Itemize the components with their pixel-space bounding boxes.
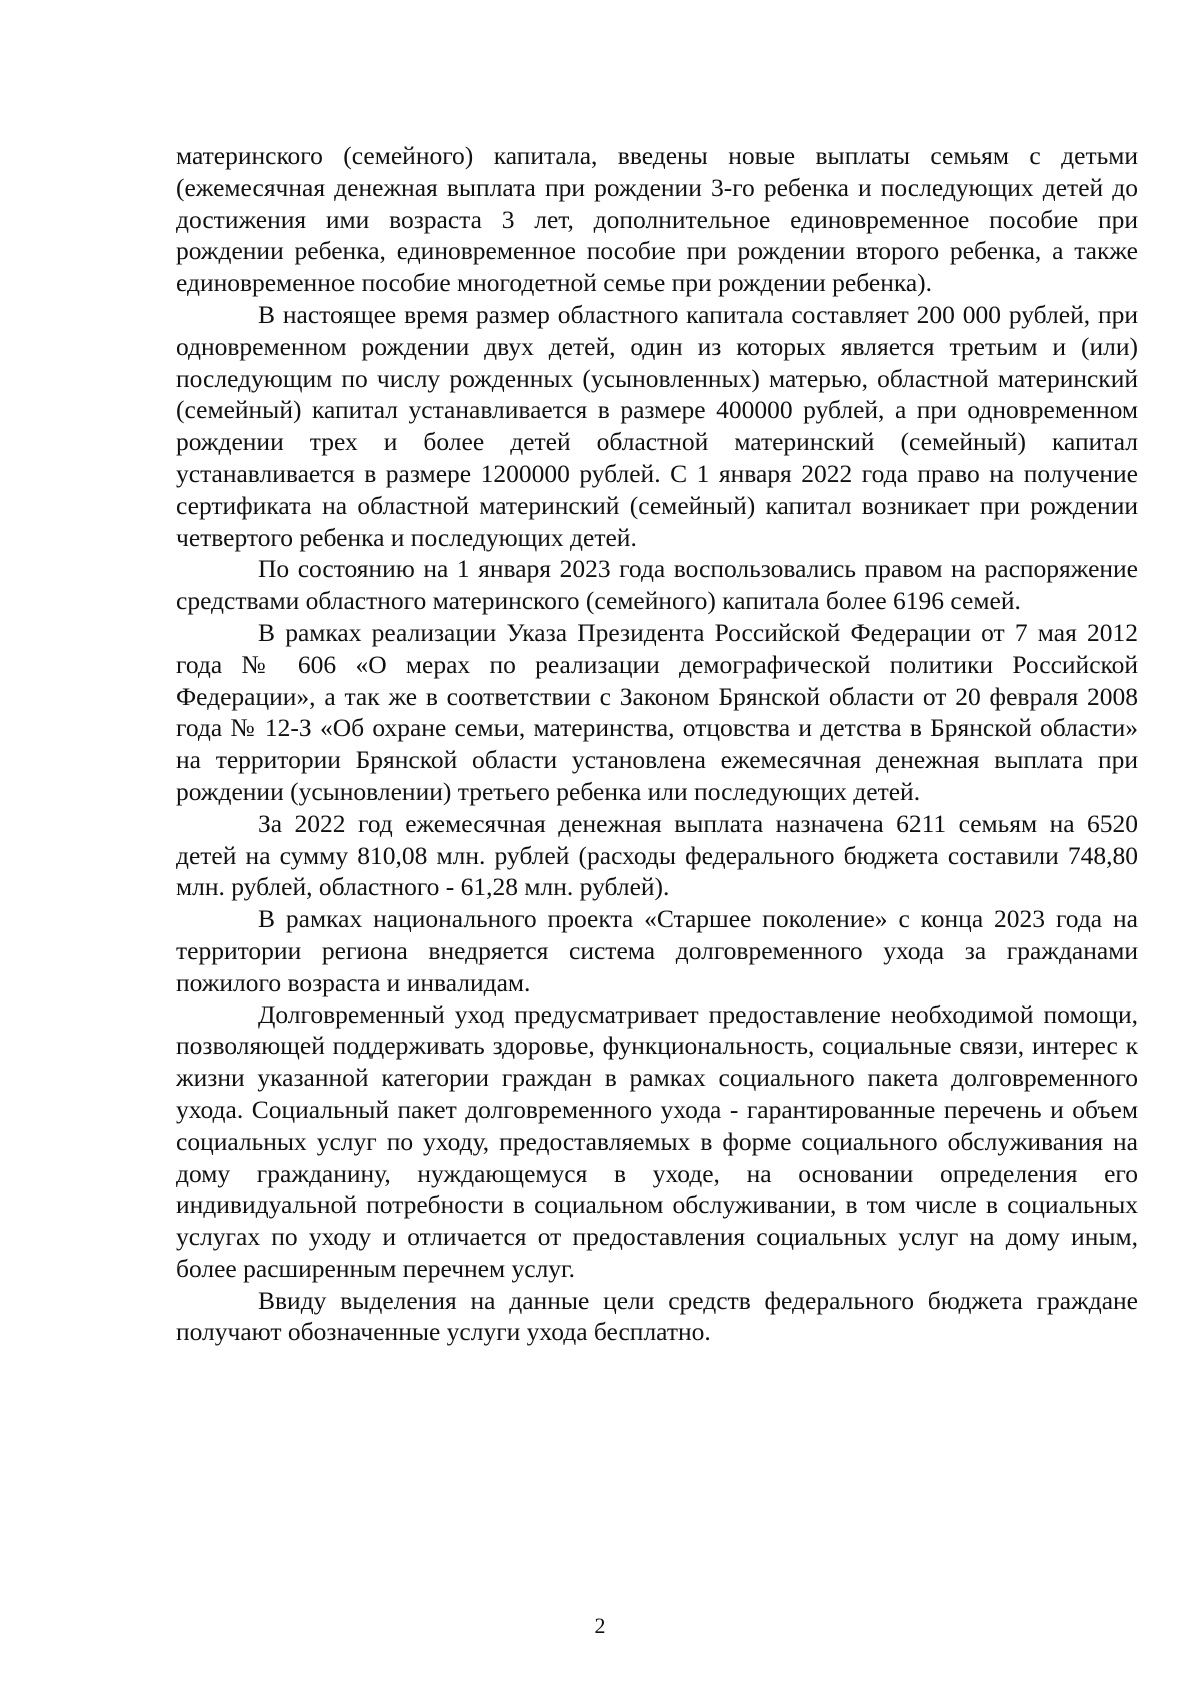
page-number: 2: [594, 1613, 606, 1638]
paragraph-older-generation-project: В рамках национального проекта «Старшее поколение» с конца 2023 года на территории региона внедряется система долговременного ухода за гражданами пожилого возраста и инвалидам.: [176, 904, 1138, 997]
paragraph-long-term-care: Долговременный уход предусматривает предоставление необходимой помощи, позволяющей поддерживать здоровье, функциональность, социальные связи, интерес к жизни указанной категории граждан в рамках социального пакета долговременного ухода. Социальный пакет долговременного ухода - гарантированные перечень и объем социальных услуг по уходу, предоставляемых в форме социального обслуживания на дому гражданину, нуждающемуся в уходе, на основании определения его индивидуальной потребности в социальном обслуживании, в том числе в социальных услугах по уходу и отличается от предоставления социальных услуг на дому иным, более расширенным перечнем услуг.: [176, 999, 1138, 1283]
paragraph-presidential-decree: В рамках реализации Указа Президента Российской Федерации от 7 мая 2012 года № 606 «О мерах по реализации демографической политики Российской Федерации», а так же в соответствии с Законом Брянской области от 20 февраля 2008 года № 12-З «Об охране семьи, материнства, отцовства и детства в Брянской области» на территории Брянской области установлена ежемесячная денежная выплата при рождении (усыновлении) третьего ребенка или последующих детей.: [176, 617, 1138, 806]
paragraph-maternity-capital-payments: материнского (семейного) капитала, введены новые выплаты семьям с детьми (ежемесячная денежная выплата при рождении 3-го ребенка и последующих детей до достижения ими возраста 3 лет, дополнительное единовременное пособие при рождении ребенка, единовременное пособие при рождении второго ребенка, а также единовременное пособие многодетной семье при рождении ребенка).: [176, 141, 1138, 298]
document-body: [176, 140, 1138, 1348]
paragraph-regional-capital-amount: В настоящее время размер областного капитала составляет 200 000 рублей, при одновременном рождении двух детей, один из которых является третьим и (или) последующим по числу рожденных (усыновленных) матерью, областной материнский (семейный) капитал устанавливается в размере 400000 рублей, а при одновременном рождении трех и более детей областной материнский (семейный) капитал устанавливается в размере 1200000 рублей. С 1 января 2022 года право на получение сертификата на областной материнский (семейный) капитал возникает при рождении четвертого ребенка и последующих детей.: [176, 299, 1138, 552]
paragraph-capital-usage-stats: По состоянию на 1 января 2023 года воспользовались правом на распоряжение средствами областного материнского (семейного) капитала более 6196 семей.: [176, 554, 1138, 616]
paragraph-monthly-payment-2022: За 2022 год ежемесячная денежная выплата назначена 6211 семьям на 6520 детей на сумму 810,08 млн. рублей (расходы федерального бюджета составили 748,80 млн. рублей, областного - 61,28 млн. рублей).: [176, 808, 1138, 902]
paragraph-free-services: Ввиду выделения на данные цели средств федерального бюджета граждане получают обозначенные услуги ухода бесплатно.: [176, 1285, 1138, 1347]
